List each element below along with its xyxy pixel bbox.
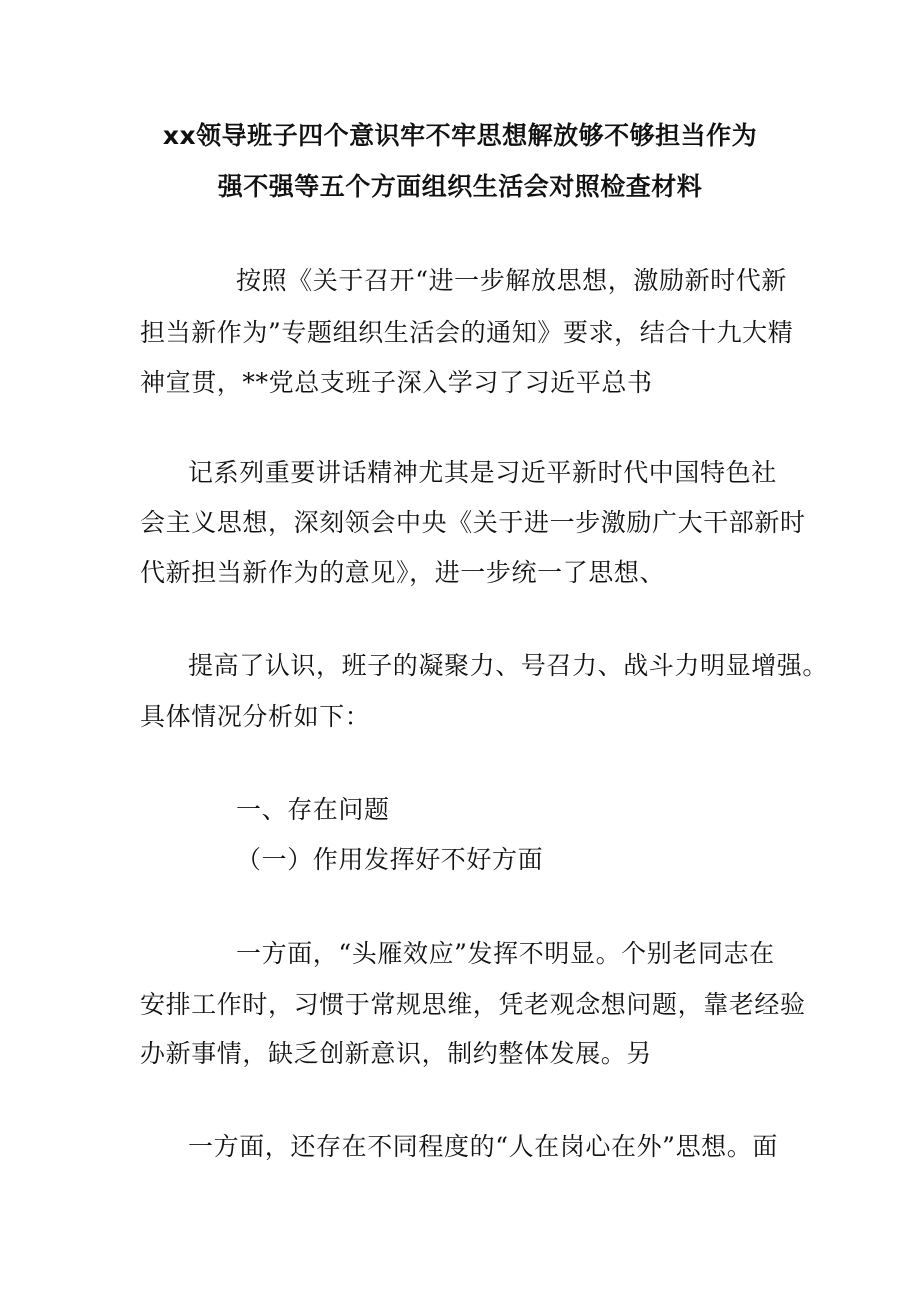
paragraph-4-line-3: 办新事情，缺乏创新意识，制约整体发展。另 <box>140 1039 653 1068</box>
paragraph-5-line-1: 一方面，还存在不同程度的“人在岗心在外”思想。面 <box>188 1132 778 1161</box>
paragraph-1-line-3: 神宣贯，**党总支班子深入学习了习近平总书 <box>140 368 653 397</box>
paragraph-1-line-2: 担当新作为”专题组织生活会的通知》要求，结合十九大精 <box>140 318 794 347</box>
subsection-heading: （一）作用发挥好不好方面 <box>236 845 544 874</box>
paragraph-2-line-1: 记系列重要讲话精神尤其是习近平新时代中国特色社 <box>188 458 777 487</box>
paragraph-3-line-2: 具体情况分析如下： <box>140 702 371 731</box>
paragraph-2-line-3: 代新担当新作为的意见》，进一步统一了思想、 <box>140 558 666 587</box>
paragraph-1-line-1: 按照《关于召开“进一步解放思想，激励新时代新 <box>236 266 787 295</box>
paragraph-2-line-2: 会主义思想，深刻领会中央《关于进一步激励广大干部新时 <box>140 508 806 537</box>
section-heading: 一、存在问题 <box>236 795 390 824</box>
paragraph-4-line-1: 一方面，“头雁效应”发挥不明显。个别老同志在 <box>236 939 775 968</box>
paragraph-4-line-2: 安排工作时，习惯于常规思维，凭老观念想问题，靠老经验 <box>140 990 806 1019</box>
document-title-line-1: xx领导班子四个意识牢不牢思想解放够不够担当作为 <box>162 121 758 150</box>
document-title-line-2: 强不强等五个方面组织生活会对照检查材料 <box>217 172 703 201</box>
paragraph-3-line-1: 提高了认识，班子的凝聚力、号召力、战斗力明显增强。 <box>188 651 829 680</box>
